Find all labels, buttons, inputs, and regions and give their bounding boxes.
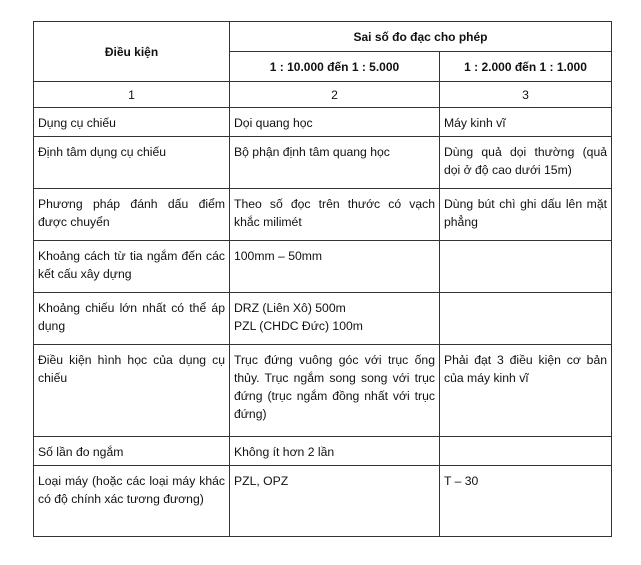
table-row bbox=[34, 189, 612, 241]
tolerance-table bbox=[33, 21, 612, 537]
row-scale-b-value bbox=[440, 293, 612, 345]
table-row bbox=[34, 345, 612, 437]
row-scale-a-value: Trục đứng vuông góc với trục ống thủy. Trục ngắm song song với trục đứng (trục ngắm đồng nhất với trục đứng) bbox=[230, 345, 440, 437]
row-scale-b-value bbox=[440, 241, 612, 293]
row-condition: Khoảng chiếu lớn nhất có thể áp dụng bbox=[34, 293, 230, 345]
header-scale-b: 1 : 2.000 đến 1 : 1.000 bbox=[440, 52, 612, 82]
row-condition: Số lần đo ngắm bbox=[34, 437, 230, 466]
row-scale-b-value: Phải đạt 3 điều kiện cơ bản của máy kinh vĩ bbox=[440, 345, 612, 437]
column-number-1: 1 bbox=[34, 82, 230, 108]
row-scale-a-value: Dọi quang học bbox=[230, 108, 440, 137]
row-scale-b-value: Dùng bút chì ghi dấu lên mặt phẳng bbox=[440, 189, 612, 241]
header-condition: Điều kiện bbox=[34, 22, 230, 82]
row-scale-b-value: T – 30 bbox=[440, 466, 612, 537]
instrument-drz-range: DRZ (Liên Xô) 500m bbox=[234, 301, 346, 315]
row-scale-a-value: Không ít hơn 2 lần bbox=[230, 437, 440, 466]
row-condition: Dụng cụ chiếu bbox=[34, 108, 230, 137]
table-row bbox=[34, 293, 612, 345]
column-number-3: 3 bbox=[440, 82, 612, 108]
row-condition: Loại máy (hoặc các loại máy khác có độ chính xác tương đương) bbox=[34, 466, 230, 537]
row-scale-a-value: 100mm – 50mm bbox=[230, 241, 440, 293]
instrument-pzl-range: PZL (CHDC Đức) 100m bbox=[234, 319, 363, 333]
row-condition: Điều kiện hình học của dụng cụ chiếu bbox=[34, 345, 230, 437]
column-number-2: 2 bbox=[230, 82, 440, 108]
header-scale-a: 1 : 10.000 đến 1 : 5.000 bbox=[230, 52, 440, 82]
row-scale-a-value: PZL, OPZ bbox=[230, 466, 440, 537]
row-condition: Khoảng cách từ tia ngắm đến các kết cấu xây dựng bbox=[34, 241, 230, 293]
row-scale-b-value: Máy kinh vĩ bbox=[440, 108, 612, 137]
table-row bbox=[34, 108, 612, 137]
row-condition: Phương pháp đánh dấu điểm được chuyển bbox=[34, 189, 230, 241]
row-condition: Định tâm dụng cụ chiếu bbox=[34, 137, 230, 189]
row-scale-a-value bbox=[230, 293, 440, 345]
row-scale-b-value: Dùng quả dọi thường (quả dọi ở độ cao dưới 15m) bbox=[440, 137, 612, 189]
row-scale-b-value bbox=[440, 437, 612, 466]
table-row bbox=[34, 466, 612, 537]
column-number-row bbox=[34, 82, 612, 108]
table-row bbox=[34, 137, 612, 189]
row-scale-a-value: Bộ phận định tâm quang học bbox=[230, 137, 440, 189]
table-row bbox=[34, 241, 612, 293]
row-scale-a-value: Theo số đọc trên thước có vạch khắc milimét bbox=[230, 189, 440, 241]
header-tolerance: Sai số đo đạc cho phép bbox=[230, 22, 612, 52]
table-row bbox=[34, 437, 612, 466]
